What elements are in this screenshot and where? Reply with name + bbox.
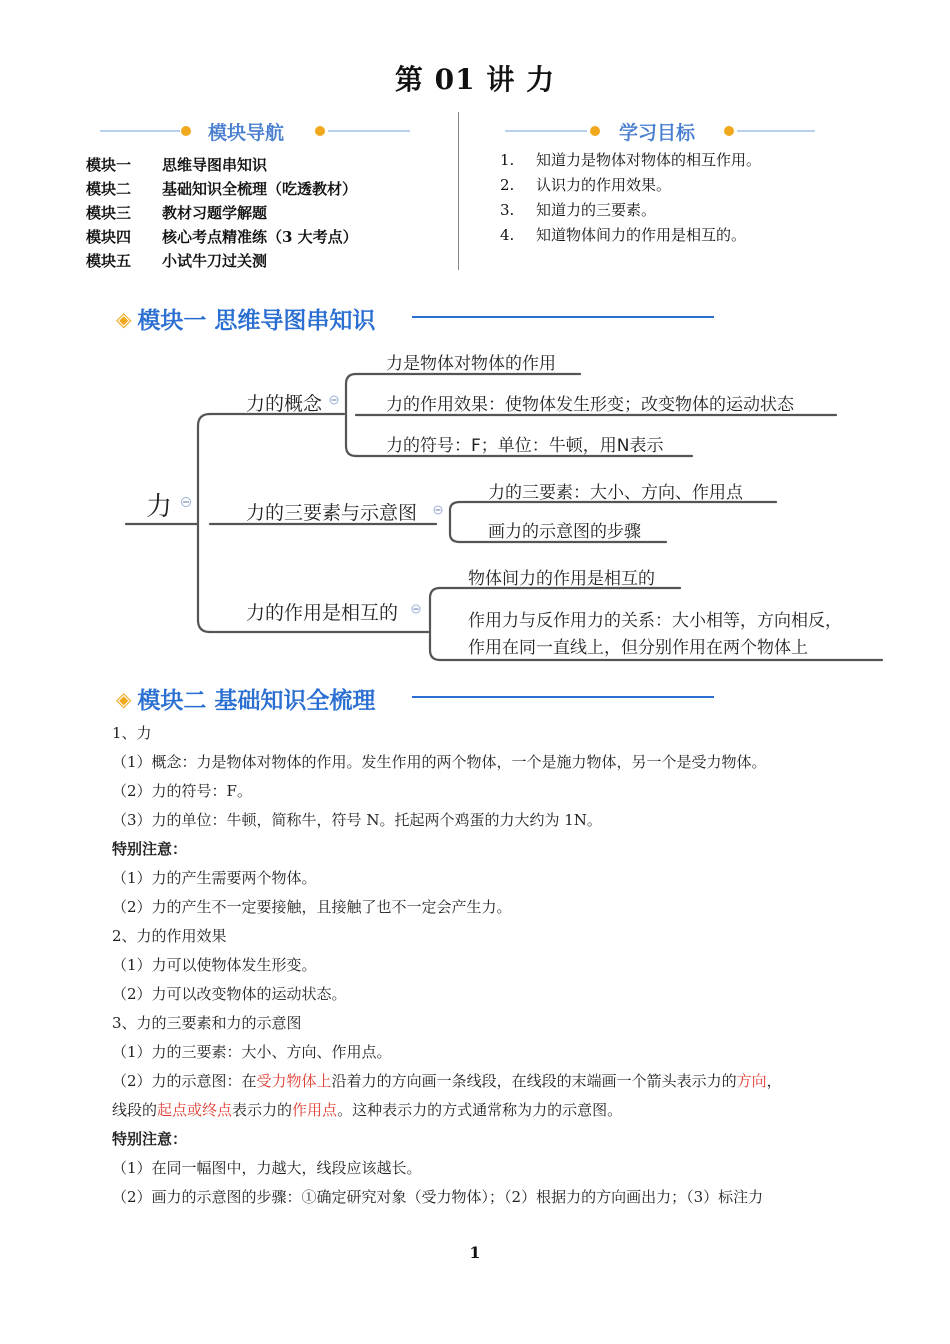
nav-item-key: 模块二 (86, 180, 132, 198)
text-run: ， (766, 1072, 782, 1090)
nav-item-text: 小试牛刀过关测 (162, 252, 268, 270)
mindmap-leaf: 物体间力的作用是相互的 (468, 569, 655, 589)
nav-item-key: 模块三 (86, 204, 132, 222)
paragraph: （1）力可以使物体发生形变。 (112, 956, 317, 974)
highlight-text: 起点或终点 (157, 1101, 233, 1119)
module2-heading (116, 682, 375, 715)
goal-text: 认识力的作用效果。 (536, 176, 672, 194)
note-heading: 特别注意： (112, 840, 188, 858)
nav-item-text: 基础知识全梳理（吃透教材） (162, 180, 358, 198)
highlight-text: 受力物体上 (256, 1072, 332, 1090)
text-run: 沿着力的方向画一条线段，在线段的末端画一个箭头表示力的 (331, 1072, 737, 1090)
mindmap-branch: 力的三要素与示意图 (246, 502, 418, 524)
mindmap-branch: 力的概念 (246, 393, 323, 415)
highlight-text: 作用点 (292, 1101, 338, 1119)
text-run: 表示力的 (232, 1101, 293, 1119)
diamond-icon: ◈ (116, 686, 132, 711)
goal-num: 3. (500, 201, 515, 219)
highlight-text: 方向 (736, 1072, 767, 1090)
diamond-icon: ◈ (116, 306, 132, 331)
mindmap-leaf: 作用在同一直线上，但分别作用在两个物体上 (468, 638, 808, 658)
goal-num: 4. (500, 226, 515, 244)
goal-text: 知道力的三要素。 (536, 201, 657, 219)
goal-num: 1. (500, 151, 515, 169)
paragraph: （1）力的三要素：大小、方向、作用点。 (112, 1043, 392, 1061)
paragraph: （2）画力的示意图的步骤：①确定研究对象（受力物体）；（2）根据力的方向画出力；（3）标注力 (112, 1188, 764, 1206)
text-run: 。这种表示力的方式通常称为力的示意图。 (337, 1101, 623, 1119)
text-run: （2）力的示意图：在 (112, 1072, 257, 1090)
nav-item-text: 核心考点精准练（3 大考点） (162, 228, 358, 246)
goal-text: 知道力是物体对物体的相互作用。 (536, 151, 762, 169)
mindmap-leaf: 力是物体对物体的作用 (386, 354, 556, 374)
page-title: 第 01 讲 力 (394, 63, 556, 96)
paragraph: （2）力可以改变物体的运动状态。 (112, 985, 347, 1003)
mindmap-branch: 力的作用是相互的 (246, 602, 399, 624)
mindmap-root: 力 (146, 492, 173, 522)
module1-heading-text: 模块一 思维导图串知识 (137, 308, 376, 334)
nav-heading: 模块导航 (208, 122, 285, 144)
section-heading: 3、力的三要素和力的示意图 (112, 1014, 302, 1032)
section-heading: 1、力 (112, 724, 152, 742)
mindmap-leaf: 力的作用效果：使物体发生形变；改变物体的运动状态 (386, 395, 794, 415)
module2-heading-rule (412, 696, 714, 698)
page-number: 1 (469, 1243, 481, 1262)
module2-body (112, 719, 882, 1212)
paragraph (112, 1067, 882, 1096)
nav-item-text: 思维导图串知识 (162, 156, 268, 174)
paragraph: （1）概念：力是物体对物体的作用。发生作用的两个物体，一个是施力物体，另一个是受力物体。 (112, 753, 767, 771)
goals-heading: 学习目标 (619, 122, 696, 144)
paragraph: （2）力的产生不一定要接触，且接触了也不一定会产生力。 (112, 898, 512, 916)
goal-text: 知道物体间力的作用是相互的。 (536, 226, 747, 244)
mindmap-leaf: 力的三要素：大小、方向、作用点 (488, 483, 743, 503)
mindmap-leaf: 画力的示意图的步骤 (488, 522, 641, 542)
nav-item-key: 模块一 (86, 156, 132, 174)
mindmap-leaf: 作用力与反作用力的关系：大小相等，方向相反， (468, 611, 842, 631)
paragraph (112, 1096, 882, 1125)
note-heading: 特别注意： (112, 1130, 188, 1148)
goal-num: 2. (500, 176, 515, 194)
module2-heading-text: 模块二 基础知识全梳理 (137, 688, 376, 714)
paragraph: （1）力的产生需要两个物体。 (112, 869, 317, 887)
paragraph: （3）力的单位：牛顿，简称牛，符号 N。托起两个鸡蛋的力大约为 1N。 (112, 811, 602, 829)
mindmap-leaf: 力的符号：F；单位：牛顿，用N表示 (386, 436, 664, 456)
nav-item-text: 教材习题学解题 (162, 204, 268, 222)
section-heading: 2、力的作用效果 (112, 927, 227, 945)
paragraph: （1）在同一幅图中，力越大，线段应该越长。 (112, 1159, 422, 1177)
paragraph: （2）力的符号：F。 (112, 782, 252, 800)
nav-item-key: 模块四 (86, 228, 132, 246)
text-run: 线段的 (112, 1101, 158, 1119)
nav-item-key: 模块五 (86, 252, 132, 270)
